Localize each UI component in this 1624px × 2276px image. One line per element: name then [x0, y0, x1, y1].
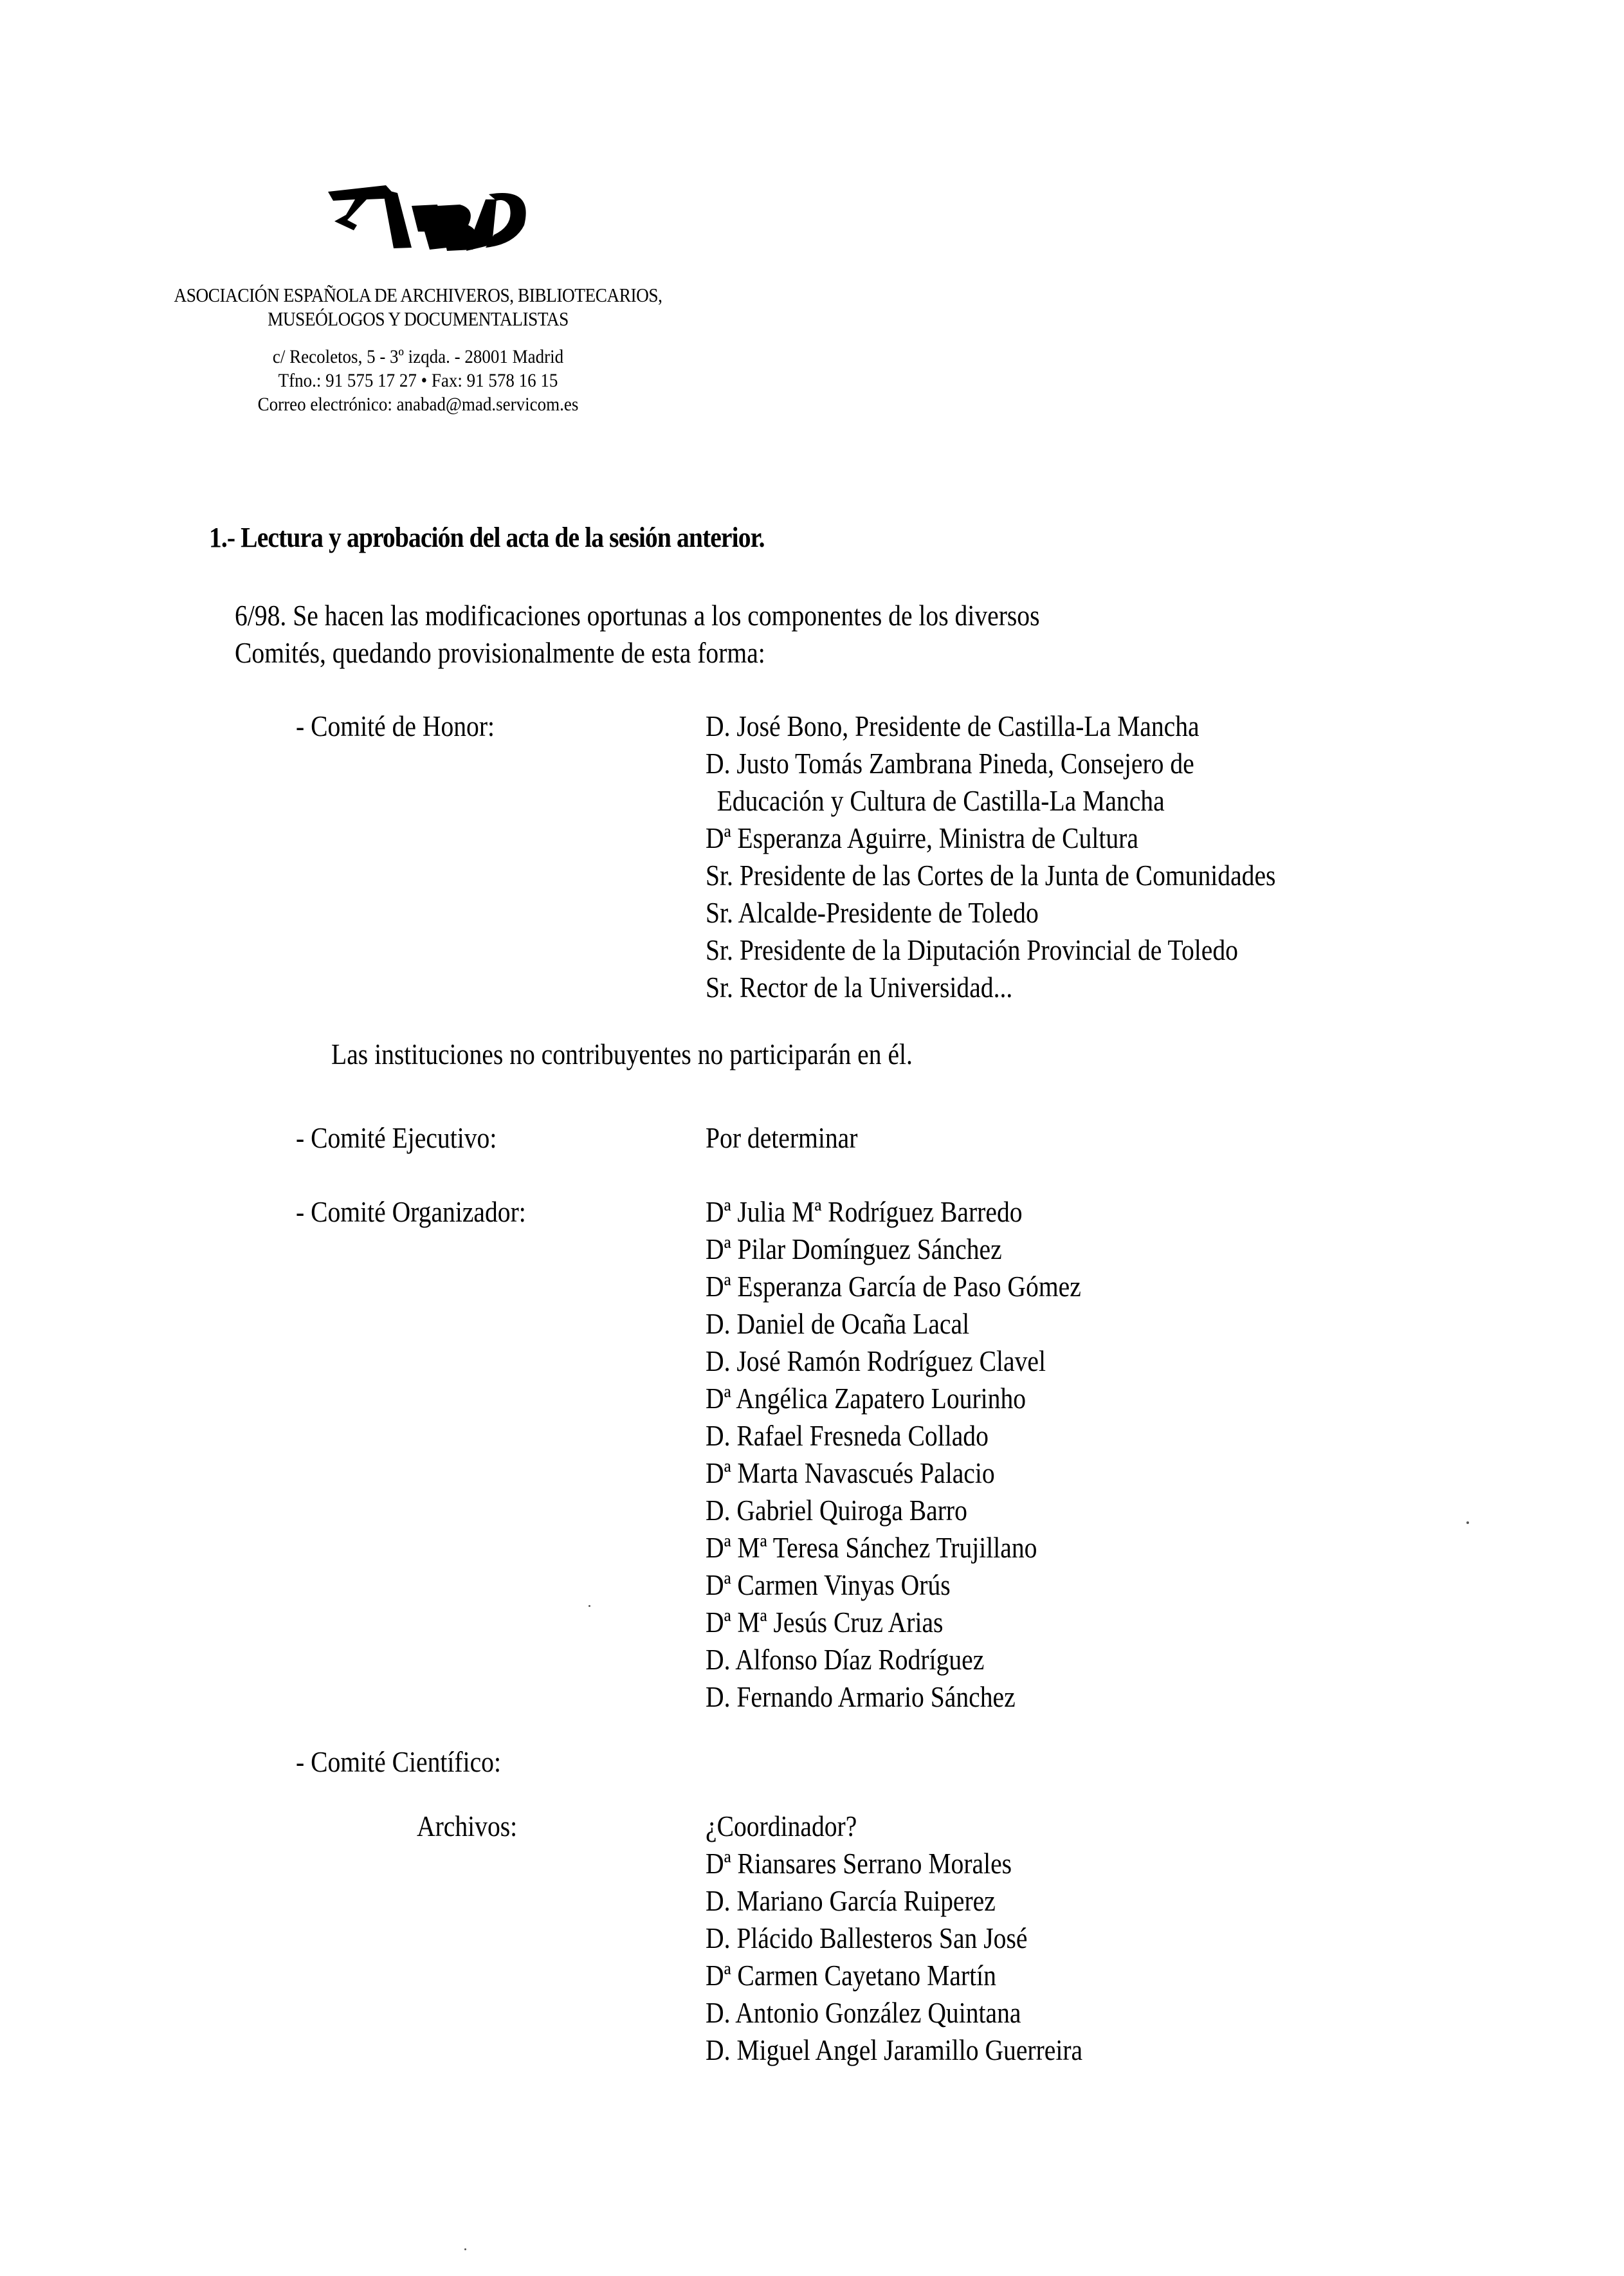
organization-name-line2: MUSEÓLOGOS Y DOCUMENTALISTAS	[268, 307, 569, 330]
list-item: Sr. Alcalde-Presidente de Toledo	[706, 897, 1039, 929]
list-item: Dª Pilar Domínguez Sánchez	[706, 1233, 1002, 1265]
list-item: D. Fernando Armario Sánchez	[706, 1681, 1016, 1713]
list-item: Sr. Presidente de las Cortes de la Junta de Comunidades	[706, 859, 1276, 892]
list-item: Dª Marta Navascués Palacio	[706, 1457, 995, 1489]
committee-label: - Comité de Honor:	[296, 710, 495, 742]
contact-block	[129, 345, 707, 416]
organization-name-line1: ASOCIACIÓN ESPAÑOLA DE ARCHIVEROS, BIBLIOTECARIOS,	[174, 284, 662, 306]
list-item: D. Gabriel Quiroga Barro	[706, 1494, 967, 1527]
email-address: Correo electrónico: anabad@mad.servicom.es	[257, 394, 579, 415]
section-title: 1.- Lectura y aprobación del acta de la sesión anterior.	[209, 522, 765, 553]
list-item: Sr. Rector de la Universidad...	[706, 971, 1013, 1004]
committee-label: - Comité Organizador:	[296, 1196, 526, 1228]
list-item: D. Plácido Ballesteros San José	[706, 1922, 1028, 1954]
member-list	[706, 1193, 1132, 1716]
list-item: Dª Carmen Cayetano Martín	[706, 1959, 996, 1992]
committee-label: - Comité Científico:	[296, 1746, 501, 1778]
committee-note: Las instituciones no contribuyentes no participarán en él.	[331, 1038, 913, 1070]
scan-speck	[588, 1605, 590, 1607]
postal-address: c/ Recoletos, 5 - 3º izqda. - 28001 Madrid	[272, 346, 564, 367]
list-item: D. José Ramón Rodríguez Clavel	[706, 1345, 1046, 1377]
list-item: Dª Riansares Serrano Morales	[706, 1848, 1012, 1880]
member-list	[706, 708, 1353, 1006]
list-item: D. Miguel Angel Jaramillo Guerreira	[706, 2034, 1083, 2066]
list-item: Por determinar	[706, 1122, 858, 1154]
list-item: D. José Bono, Presidente de Castilla-La Mancha	[706, 710, 1200, 742]
list-item: Educación y Cultura de Castilla-La Mancha	[716, 785, 1165, 817]
intro-line: 6/98. Se hacen las modificaciones oportunas a los componentes de los diversos	[235, 600, 1040, 632]
list-item: Dª Esperanza Aguirre, Ministra de Cultura	[706, 822, 1138, 854]
intro-paragraph	[235, 597, 1197, 672]
list-item: D. Antonio González Quintana	[706, 1997, 1021, 2029]
list-item: Dª Julia Mª Rodríguez Barredo	[706, 1196, 1023, 1228]
list-item: Dª Esperanza García de Paso Gómez	[706, 1271, 1081, 1303]
scan-speck	[1466, 1521, 1469, 1524]
anabad-logo-icon	[322, 180, 534, 257]
list-item: D. Mariano García Ruiperez	[706, 1885, 996, 1917]
list-item: Sr. Presidente de la Diputación Provincial de Toledo	[706, 934, 1238, 966]
list-item: D. Alfonso Díaz Rodríguez	[706, 1644, 985, 1676]
list-item: D. Daniel de Ocaña Lacal	[706, 1308, 970, 1340]
subcommittee-label: Archivos:	[417, 1810, 518, 1842]
phone-fax: Tfno.: 91 575 17 27 • Fax: 91 578 16 15	[278, 370, 558, 391]
committee-label: - Comité Ejecutivo:	[296, 1122, 497, 1154]
list-item: D. Justo Tomás Zambrana Pineda, Consejero de	[706, 748, 1194, 780]
list-item: ¿Coordinador?	[706, 1810, 857, 1842]
list-item: Dª Carmen Vinyas Orús	[706, 1569, 951, 1601]
list-item: D. Rafael Fresneda Collado	[706, 1420, 989, 1452]
scan-speck	[464, 2248, 466, 2250]
member-list	[706, 1119, 879, 1157]
list-item: Dª Angélica Zapatero Lourinho	[706, 1382, 1026, 1415]
member-list	[706, 1808, 1134, 2069]
list-item: Dª Mª Jesús Cruz Arias	[706, 1606, 944, 1638]
list-item: Dª Mª Teresa Sánchez Trujillano	[706, 1532, 1037, 1564]
letterhead	[96, 283, 740, 416]
intro-line: Comités, quedando provisionalmente de esta forma:	[235, 637, 765, 669]
